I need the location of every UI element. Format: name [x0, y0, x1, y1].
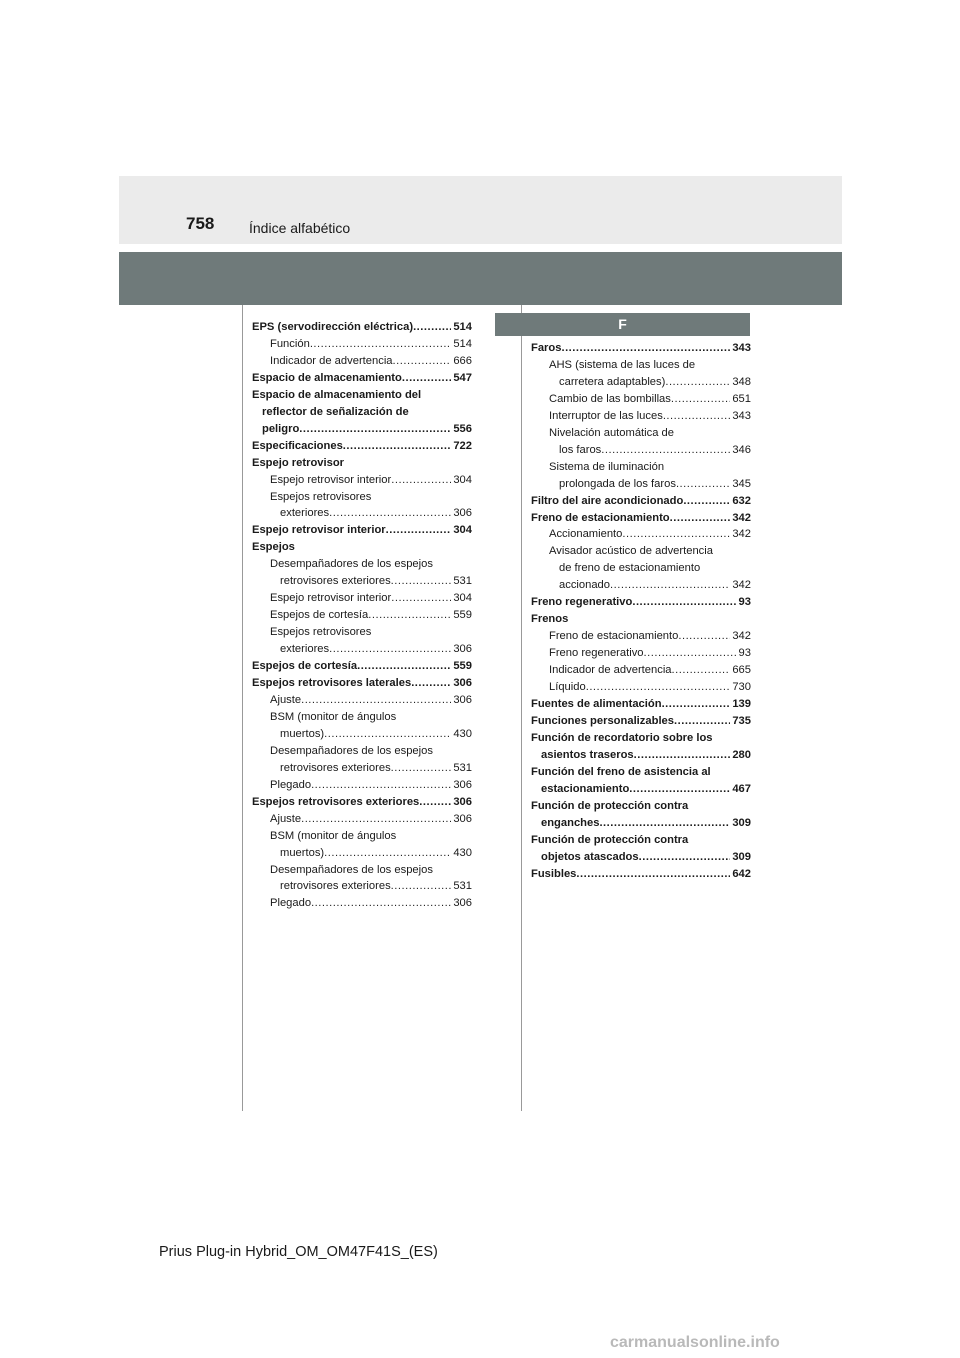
- entry-text: Especificaciones: [252, 439, 343, 452]
- entry-text: Función de recordatorio sobre los: [531, 731, 713, 744]
- index-entry: [531, 866, 751, 883]
- page-reference[interactable]: 304: [453, 473, 472, 486]
- dot-leader: [663, 408, 731, 425]
- page-reference[interactable]: 342: [732, 630, 751, 643]
- index-column-right: [531, 340, 751, 883]
- dot-leader: [601, 442, 730, 459]
- index-subentry: [252, 472, 472, 489]
- page-reference[interactable]: 304: [453, 524, 472, 537]
- index-subentry: [252, 336, 472, 353]
- index-entry: [252, 675, 472, 692]
- page-reference[interactable]: 139: [732, 698, 751, 711]
- entry-text: Espejos: [252, 541, 295, 554]
- middle-column-rule: [521, 305, 522, 1111]
- watermark: carmanualsonline.info: [610, 1334, 780, 1351]
- dot-leader: [662, 696, 731, 713]
- dot-leader: [411, 675, 451, 692]
- dot-leader: [561, 340, 730, 357]
- page-reference[interactable]: 559: [453, 609, 472, 622]
- index-entry: [531, 798, 751, 832]
- dot-leader: [301, 692, 451, 709]
- dot-leader: [329, 505, 451, 522]
- entry-text: Accionamiento: [549, 528, 623, 541]
- dot-leader: [670, 510, 731, 527]
- index-subentry: [252, 777, 472, 794]
- dot-leader: [386, 522, 452, 539]
- dot-leader: [622, 526, 730, 543]
- dot-leader: [391, 878, 452, 895]
- dot-leader: [402, 370, 451, 387]
- entry-text: Desempañadores de los espejos: [270, 558, 433, 571]
- dot-leader: [629, 781, 730, 798]
- index-entry: [531, 611, 751, 628]
- entry-text: Fuentes de alimentación: [531, 698, 662, 711]
- entry-text: Función de protección contra: [531, 833, 689, 846]
- entry-text: retrovisores exteriores: [280, 880, 391, 893]
- index-letter-heading: F: [495, 313, 750, 336]
- index-entry: [531, 696, 751, 713]
- index-entry: [252, 370, 472, 387]
- index-subentry: [252, 709, 472, 743]
- document-footer: Prius Plug-in Hybrid_OM_OM47F41S_(ES): [159, 1244, 438, 1260]
- entry-text: estacionamiento: [541, 782, 630, 795]
- entry-text: Desempañadores de los espejos: [270, 744, 433, 757]
- entry-text: Cambio de las bombillas: [549, 392, 671, 405]
- page-reference[interactable]: 346: [732, 443, 751, 456]
- page-reference[interactable]: 467: [732, 782, 751, 795]
- index-subentry: [531, 391, 751, 408]
- dot-leader: [391, 472, 451, 489]
- index-entry: [531, 764, 751, 798]
- page-reference[interactable]: 547: [453, 371, 472, 384]
- index-subentry: [531, 459, 751, 493]
- entry-text: AHS (sistema de las luces de: [549, 358, 696, 371]
- index-subentry: [252, 353, 472, 370]
- dot-leader: [368, 607, 451, 624]
- index-subentry: [531, 628, 751, 645]
- dot-leader: [678, 628, 730, 645]
- index-entry: [252, 387, 472, 438]
- dot-leader: [672, 662, 731, 679]
- page-reference[interactable]: 93: [738, 596, 751, 609]
- entry-text: accionado: [559, 579, 611, 592]
- page-reference[interactable]: 642: [732, 867, 751, 880]
- page-reference[interactable]: 531: [453, 575, 472, 588]
- entry-text: Función: [270, 337, 310, 350]
- entry-text: Espacio de almacenamiento del: [252, 388, 422, 401]
- page-reference[interactable]: 348: [732, 375, 751, 388]
- index-subentry: [531, 679, 751, 696]
- entry-text: Freno de estacionamiento: [531, 511, 670, 524]
- dot-leader: [301, 811, 451, 828]
- left-column-rule: [242, 305, 243, 1111]
- entry-text: Nivelación automática de: [549, 426, 674, 439]
- index-subentry: [531, 408, 751, 425]
- page-reference[interactable]: 514: [453, 337, 472, 350]
- index-subentry: [252, 607, 472, 624]
- page-reference[interactable]: 735: [732, 714, 751, 727]
- entry-text: Ajuste: [270, 812, 302, 825]
- entry-text: Funciones personalizables: [531, 714, 674, 727]
- index-subentry: [252, 743, 472, 777]
- index-entry: [531, 713, 751, 730]
- dot-leader: [311, 895, 451, 912]
- page-reference[interactable]: 306: [453, 778, 472, 791]
- page-reference[interactable]: 632: [732, 494, 751, 507]
- page-reference[interactable]: 531: [453, 761, 472, 774]
- dot-leader: [674, 713, 730, 730]
- entry-text: Espejos de cortesía: [252, 660, 358, 673]
- entry-text: Avisador acústico de advertencia: [549, 545, 713, 558]
- entry-text: Freno regenerativo: [531, 596, 633, 609]
- page-reference[interactable]: 556: [453, 422, 472, 435]
- page-reference[interactable]: 514: [453, 321, 472, 333]
- page-reference[interactable]: 93: [738, 647, 751, 660]
- index-subentry: [252, 590, 472, 607]
- header-dark-band: [119, 252, 842, 305]
- index-entry: [531, 832, 751, 866]
- entry-text: exteriores: [280, 507, 330, 520]
- entry-text: Ajuste: [270, 693, 302, 706]
- entry-text: retrovisores exteriores: [280, 575, 391, 588]
- index-subentry: [252, 811, 472, 828]
- dot-leader: [676, 476, 730, 493]
- page-reference[interactable]: 345: [732, 477, 751, 490]
- index-subentry: [531, 645, 751, 662]
- index-entry: [252, 794, 472, 811]
- entry-text: los faros: [559, 443, 602, 456]
- index-subentry: [252, 489, 472, 523]
- page-reference[interactable]: 306: [453, 693, 472, 706]
- entry-text: de freno de estacionamiento: [559, 562, 701, 575]
- entry-text: Función de protección contra: [531, 799, 689, 812]
- page-reference[interactable]: 342: [732, 579, 751, 592]
- index-subentry: [252, 895, 472, 912]
- page-reference[interactable]: 343: [732, 342, 751, 354]
- entry-text: prolongada de los faros: [559, 477, 676, 490]
- entry-text: Espacio de almacenamiento: [252, 371, 402, 384]
- dot-leader: [391, 760, 452, 777]
- dot-leader: [419, 794, 451, 811]
- dot-leader: [299, 421, 451, 438]
- index-entry: [531, 510, 751, 527]
- index-subentry: [531, 425, 751, 459]
- entry-text: peligro: [262, 422, 300, 435]
- entry-text: objetos atascados: [541, 850, 639, 863]
- entry-text: asientos traseros: [541, 748, 634, 761]
- entry-text: Sistema de iluminación: [549, 460, 665, 473]
- entry-text: Espejo retrovisor interior: [270, 592, 392, 605]
- entry-text: Freno de estacionamiento: [549, 630, 679, 643]
- index-entry: [531, 493, 751, 510]
- index-entry: [252, 522, 472, 539]
- index-entry: [252, 455, 472, 472]
- entry-text: Espejo retrovisor: [252, 456, 345, 469]
- dot-leader: [391, 590, 451, 607]
- entry-text: Filtro del aire acondicionado: [531, 494, 684, 507]
- dot-leader: [393, 353, 452, 370]
- dot-leader: [665, 374, 730, 391]
- dot-leader: [413, 319, 451, 336]
- dot-leader: [357, 658, 451, 675]
- dot-leader: [576, 866, 730, 883]
- dot-leader: [599, 815, 730, 832]
- entry-text: muertos): [280, 727, 325, 740]
- dot-leader: [632, 594, 736, 611]
- dot-leader: [310, 336, 452, 353]
- section-title: Índice alfabético: [249, 220, 351, 236]
- index-entry: [531, 340, 751, 357]
- entry-text: enganches: [541, 816, 600, 829]
- page-reference[interactable]: 309: [732, 816, 751, 829]
- dot-leader: [343, 438, 452, 455]
- entry-text: Espejos de cortesía: [270, 609, 369, 622]
- entry-text: carretera adaptables): [559, 375, 666, 388]
- page-reference[interactable]: 306: [453, 507, 472, 520]
- page-reference[interactable]: 306: [453, 897, 472, 910]
- entry-text: Plegado: [270, 897, 312, 910]
- index-entry: [252, 319, 472, 336]
- index-subentry: [252, 624, 472, 658]
- dot-leader: [311, 777, 451, 794]
- dot-leader: [639, 849, 731, 866]
- dot-leader: [329, 641, 451, 658]
- entry-text: BSM (monitor de ángulos: [270, 829, 397, 842]
- entry-text: reflector de señalización de: [262, 405, 409, 418]
- entry-text: Desempañadores de los espejos: [270, 863, 433, 876]
- entry-text: EPS (servodirección eléctrica): [252, 321, 414, 333]
- entry-text: Faros: [531, 342, 562, 354]
- index-subentry: [531, 526, 751, 543]
- dot-leader: [610, 577, 730, 594]
- entry-text: Espejos retrovisores laterales: [252, 677, 412, 690]
- entry-text: Freno regenerativo: [549, 647, 644, 660]
- dot-leader: [324, 845, 451, 862]
- index-entry: [252, 438, 472, 455]
- entry-text: Espejos retrovisores exteriores: [252, 795, 420, 808]
- entry-text: Espejos retrovisores: [270, 490, 372, 503]
- index-entry: [531, 594, 751, 611]
- index-subentry: [252, 556, 472, 590]
- page-reference[interactable]: 430: [453, 846, 472, 859]
- entry-text: muertos): [280, 846, 325, 859]
- index-subentry: [531, 662, 751, 679]
- page-reference[interactable]: 306: [453, 795, 472, 808]
- dot-leader: [634, 747, 731, 764]
- entry-text: exteriores: [280, 643, 330, 656]
- index-entry: [252, 539, 472, 556]
- page-reference[interactable]: 559: [453, 660, 472, 673]
- page-reference[interactable]: 342: [732, 528, 751, 541]
- entry-text: Indicador de advertencia: [549, 664, 672, 677]
- page-reference[interactable]: 651: [732, 392, 751, 405]
- page-reference[interactable]: 280: [732, 748, 751, 761]
- page-reference[interactable]: 430: [453, 727, 472, 740]
- entry-text: BSM (monitor de ángulos: [270, 710, 397, 723]
- entry-text: Plegado: [270, 778, 312, 791]
- page-reference[interactable]: 309: [732, 850, 751, 863]
- page-reference[interactable]: 306: [453, 643, 472, 656]
- dot-leader: [586, 679, 731, 696]
- dot-leader: [324, 726, 451, 743]
- entry-text: Espejo retrovisor interior: [270, 473, 392, 486]
- dot-leader: [644, 645, 737, 662]
- page-reference[interactable]: 304: [453, 592, 472, 605]
- entry-text: Interruptor de las luces: [549, 409, 663, 422]
- page-reference[interactable]: 722: [453, 439, 472, 452]
- index-subentry: [531, 543, 751, 594]
- page-reference[interactable]: 342: [732, 511, 751, 524]
- page-reference[interactable]: 665: [732, 664, 751, 677]
- entry-text: Líquido: [549, 681, 586, 694]
- entry-text: Función del freno de asistencia al: [531, 765, 711, 778]
- dot-leader: [671, 391, 730, 408]
- entry-text: Espejo retrovisor interior: [252, 524, 386, 537]
- page-reference[interactable]: 730: [732, 681, 751, 694]
- dot-leader: [683, 493, 730, 510]
- entry-text: Indicador de advertencia: [270, 354, 393, 367]
- page-reference[interactable]: 343: [732, 409, 751, 422]
- page-number: 758: [186, 214, 215, 233]
- entry-text: Fusibles: [531, 867, 577, 880]
- page-reference[interactable]: 306: [453, 677, 472, 690]
- index-subentry: [252, 862, 472, 896]
- entry-text: Espejos retrovisores: [270, 626, 372, 639]
- page-reference[interactable]: 666: [453, 354, 472, 367]
- index-entry: [531, 730, 751, 764]
- index-subentry: [531, 357, 751, 391]
- dot-leader: [391, 573, 452, 590]
- index-subentry: [252, 828, 472, 862]
- page-reference[interactable]: 306: [453, 812, 472, 825]
- header-band: [119, 176, 842, 244]
- entry-text: Frenos: [531, 613, 569, 626]
- page-reference[interactable]: 531: [453, 880, 472, 893]
- entry-text: retrovisores exteriores: [280, 761, 391, 774]
- index-subentry: [252, 692, 472, 709]
- index-entry: [252, 658, 472, 675]
- index-column-left: [252, 319, 472, 912]
